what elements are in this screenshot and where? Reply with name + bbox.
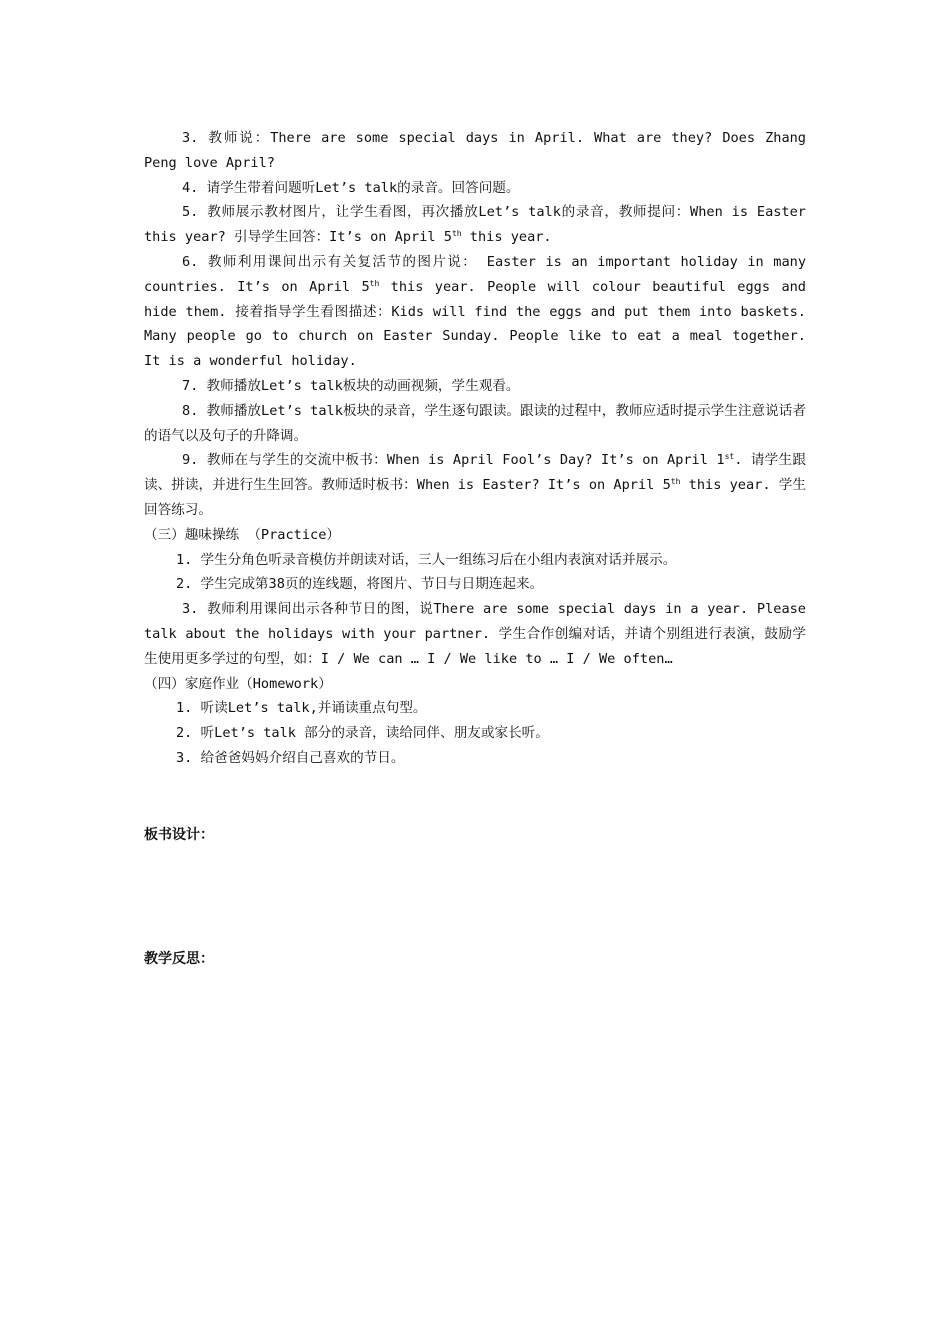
lesson-steps <box>144 126 806 771</box>
reflection-heading: 教学反思： <box>144 951 214 967</box>
homework-heading: （四）家庭作业（Homework） <box>144 675 332 692</box>
practice-item-2: 2. 学生完成第38页的连线题，将图片、节日与日期连起来。 <box>176 576 544 593</box>
homework-item-2: 2. 听Let’s talk 部分的录音，读给同伴、朋友或家长听。 <box>176 725 549 742</box>
step-5: 5. 教师展示教材图片，让学生看图，再次播放Let’s talk的录音，教师提问：When is Easter this year? 引导学生回答：It’s on April 5th this year. <box>144 204 806 246</box>
board-design-heading: 板书设计： <box>144 827 214 843</box>
step-4: 4. 请学生带着问题听Let’s talk的录音。回答问题。 <box>182 179 520 196</box>
practice-item-1: 1. 学生分角色听录音模仿并朗读对话，三人一组练习后在小组内表演对话并展示。 <box>176 551 677 568</box>
step-9: 9. 教师在与学生的交流中板书：When is April Fool’s Day? It’s on April 1st. 请学生跟读、拼读，并进行生生回答。教师适时板书：When is Easter? It’s on April 5th this year. 学生回答练习。 <box>144 452 806 518</box>
homework-item-1: 1. 听读Let’s talk,并诵读重点句型。 <box>176 700 427 717</box>
step-7: 7. 教师播放Let’s talk板块的动画视频，学生观看。 <box>182 377 520 394</box>
step-6: 6. 教师利用课间出示有关复活节的图片说： Easter is an important holiday in many countries. It’s on April 5th this year. People will colour beautiful eggs and hide them. 接着指导学生看图描述：Kids will find the eggs and put them into baskets. Many people go to church on Easter Sunday. People like to eat a meal together. It is a wonderful holiday. <box>144 253 806 370</box>
practice-heading: （三）趣味操练 （Practice） <box>144 526 341 543</box>
step-8: 8. 教师播放Let’s talk板块的录音，学生逐句跟读。跟读的过程中，教师应适时提示学生注意说话者的语气以及句子的升降调。 <box>144 402 806 444</box>
step-3: 3. 教师说：There are some special days in April. What are they? Does Zhang Peng love April? <box>144 130 806 171</box>
practice-item-3: 3. 教师利用课间出示各种节日的图，说There are some special days in a year. Please talk about the holidays with your partner. 学生合作创编对话，并请个别组进行表演，鼓励学生使用更多学过的句型，如：I / We can … I / We like to … I / We often… <box>144 601 806 667</box>
homework-item-3: 3. 给爸爸妈妈介绍自己喜欢的节日。 <box>176 749 405 766</box>
